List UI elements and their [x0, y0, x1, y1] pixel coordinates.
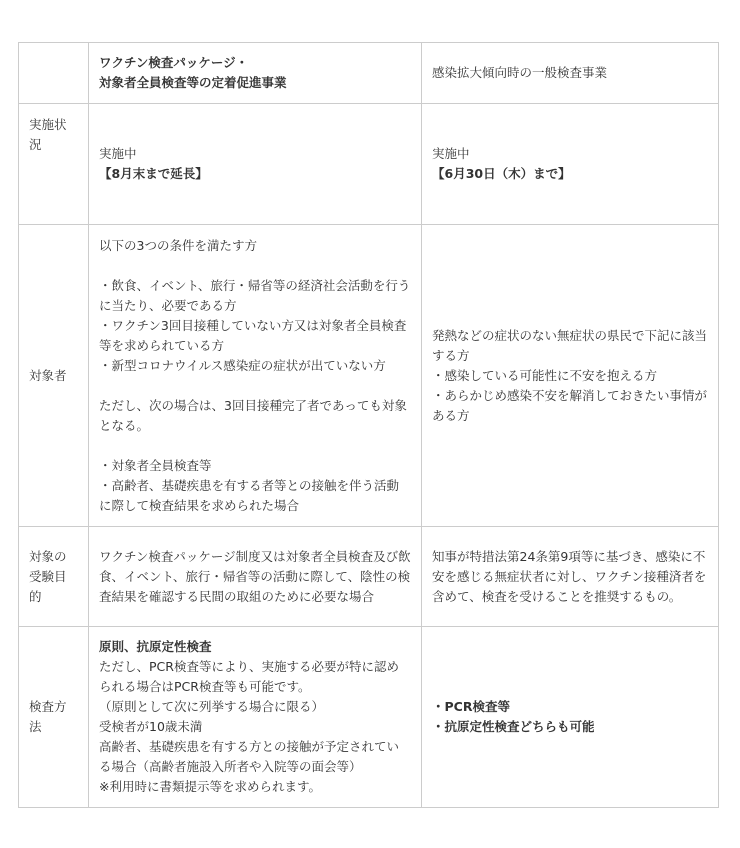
target-label: 対象者	[29, 367, 67, 383]
list-item: ・対象者全員検査等	[99, 457, 212, 473]
table-row-header	[19, 43, 719, 104]
purpose-package-cell	[89, 527, 422, 627]
status-general-line1: 実施中	[432, 146, 470, 161]
list-item: ※利用時に書類提示等を求められます。	[99, 779, 321, 794]
header-cell-package	[89, 43, 422, 104]
method-package-heading: 原則、抗原定性検査	[99, 639, 212, 654]
table-row-status	[19, 104, 719, 225]
status-label: 実施状況	[29, 117, 67, 152]
list-item: ・ワクチン3回目接種していない方又は対象者全員検査等を求められている方	[99, 317, 407, 353]
list-item: ・あらかじめ感染不安を解消しておきたい事情がある方	[432, 387, 708, 423]
target-package-cell	[89, 225, 422, 527]
list-item: ・PCR検査等	[432, 699, 510, 714]
status-package-cell	[89, 104, 422, 225]
list-item: （原則として次に列挙する場合に限る）	[99, 699, 325, 714]
table-row-target	[19, 225, 719, 527]
list-item: ・飲食、イベント、旅行・帰省等の経済社会活動を行うに当たり、必要である方	[99, 277, 411, 313]
purpose-label: 対象の受験目的	[29, 548, 67, 604]
status-general-cell	[422, 104, 719, 225]
list-item: ・新型コロナウイルス感染症の症状が出ていない方	[99, 357, 386, 373]
comparison-table	[18, 42, 719, 808]
method-general-cell	[422, 627, 719, 808]
status-package-line2: 【8月末まで延長】	[99, 166, 208, 181]
target-general-cell	[422, 225, 719, 527]
header-package-line2: 対象者全員検査等の定着促進事業	[99, 75, 287, 90]
header-empty-cell	[19, 43, 89, 104]
row-label-status	[19, 104, 89, 225]
list-item: 高齢者、基礎疾患を有する方との接触が予定されている場合（高齢者施設入所者や入院等の面会等）	[99, 739, 400, 774]
row-label-method	[19, 627, 89, 808]
list-item: ・抗原定性検査どちらも可能	[432, 719, 595, 734]
status-package-line1: 実施中	[99, 146, 137, 161]
target-package-note: ただし、次の場合は、3回目接種完了者であっても対象となる。	[99, 397, 407, 433]
list-item: ただし、PCR検査等により、実施する必要が特に認められる場合はPCR検査等も可能です。	[99, 659, 399, 694]
list-item: 受検者が10歳未満	[99, 719, 203, 734]
list-item: ・高齢者、基礎疾患を有する者等との接触を伴う活動に際して検査結果を求められた場合	[99, 477, 400, 513]
list-item: ・感染している可能性に不安を抱える方	[432, 367, 658, 383]
target-package-intro: 以下の3つの条件を満たす方	[99, 237, 257, 253]
header-general: 感染拡大傾向時の一般検査事業	[432, 65, 608, 80]
header-cell-general	[422, 43, 719, 104]
method-label: 検査方法	[29, 699, 67, 734]
row-label-purpose	[19, 527, 89, 627]
purpose-general-cell	[422, 527, 719, 627]
purpose-general-text: 知事が特措法第24条第9項等に基づき、感染に不安を感じる無症状者に対し、ワクチン接種済者を含めて、検査を受けることを推奨するもの。	[432, 548, 707, 604]
target-general-intro: 発熱などの症状のない無症状の県民で下記に該当する方	[432, 327, 708, 363]
status-general-line2: 【6月30日（木）まで】	[432, 166, 571, 181]
row-label-target	[19, 225, 89, 527]
header-package-line1: ワクチン検査パッケージ・	[99, 55, 249, 70]
table-row-purpose	[19, 527, 719, 627]
purpose-package-text: ワクチン検査パッケージ制度又は対象者全員検査及び飲食、イベント、旅行・帰省等の活動に際して、陰性の検査結果を確認する民間の取組のために必要な場合	[99, 548, 411, 604]
table-row-method	[19, 627, 719, 808]
method-package-cell	[89, 627, 422, 808]
